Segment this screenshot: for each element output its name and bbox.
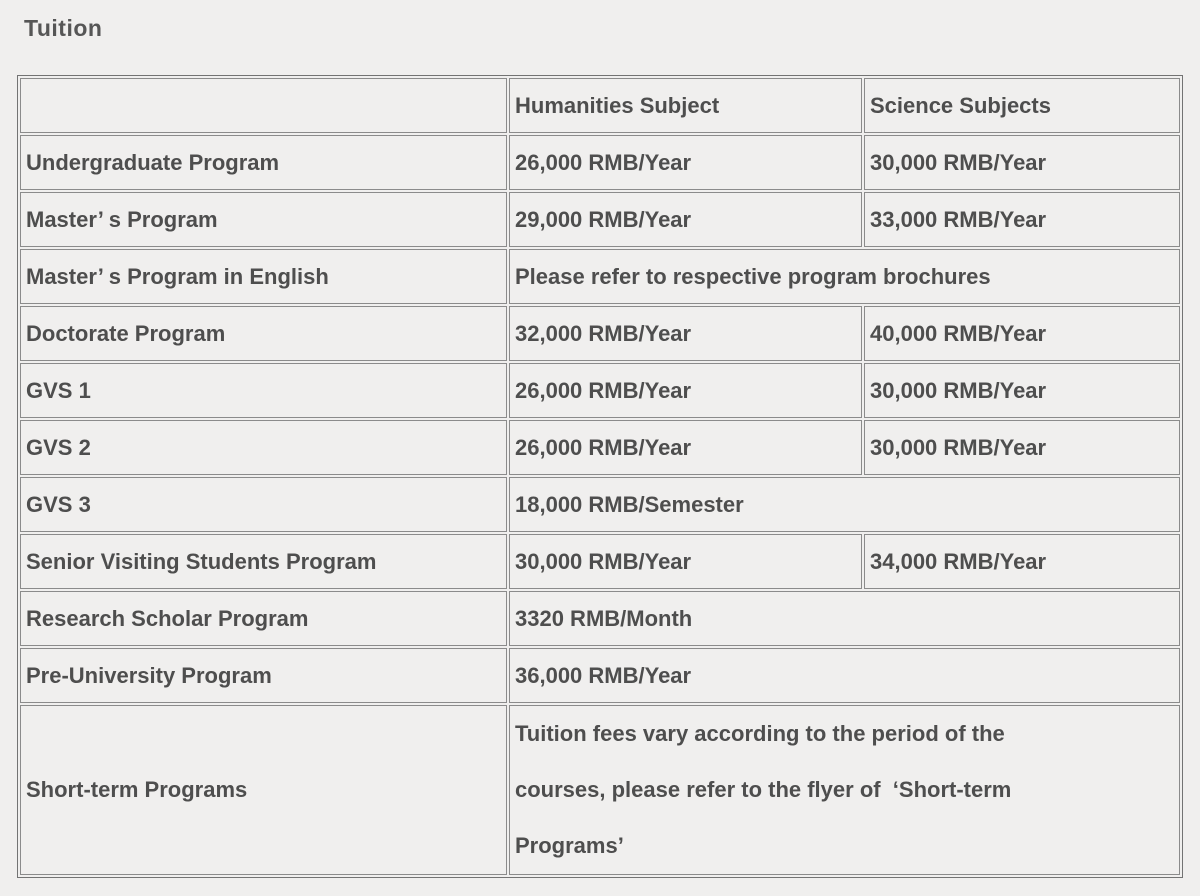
humanities-cell: 32,000 RMB/Year <box>509 306 862 361</box>
table-row <box>20 135 1180 190</box>
humanities-cell: 30,000 RMB/Year <box>509 534 862 589</box>
program-cell: Senior Visiting Students Program <box>20 534 507 589</box>
program-cell: GVS 1 <box>20 363 507 418</box>
science-cell: 30,000 RMB/Year <box>864 420 1180 475</box>
program-cell: Short-term Programs <box>20 705 507 875</box>
merged-text-line: Tuition fees vary according to the period of the <box>515 721 1005 746</box>
science-cell: 33,000 RMB/Year <box>864 192 1180 247</box>
program-cell: GVS 2 <box>20 420 507 475</box>
column-header-humanities: Humanities Subject <box>509 78 862 133</box>
page-title: Tuition <box>24 15 103 41</box>
merged-value-cell <box>509 705 1180 875</box>
science-cell: 40,000 RMB/Year <box>864 306 1180 361</box>
program-cell: GVS 3 <box>20 477 507 532</box>
table-row <box>20 420 1180 475</box>
header-row <box>20 78 1180 133</box>
table-row <box>20 249 1180 304</box>
table-row <box>20 477 1180 532</box>
table-row <box>20 363 1180 418</box>
table-row <box>20 192 1180 247</box>
merged-text-line: courses, please refer to the flyer of ‘Short-term <box>515 777 1012 802</box>
humanities-cell: 29,000 RMB/Year <box>509 192 862 247</box>
column-header-science: Science Subjects <box>864 78 1180 133</box>
column-header-blank <box>20 78 507 133</box>
program-cell: Master’ s Program in English <box>20 249 507 304</box>
merged-value-cell: 36,000 RMB/Year <box>509 648 1180 703</box>
table-row <box>20 306 1180 361</box>
merged-value-cell: 3320 RMB/Month <box>509 591 1180 646</box>
humanities-cell: 26,000 RMB/Year <box>509 420 862 475</box>
table-row <box>20 648 1180 703</box>
merged-text-line: Programs’ <box>515 833 624 858</box>
table-row <box>20 591 1180 646</box>
program-cell: Pre-University Program <box>20 648 507 703</box>
merged-value-cell: 18,000 RMB/Semester <box>509 477 1180 532</box>
science-cell: 30,000 RMB/Year <box>864 363 1180 418</box>
merged-value-cell: Please refer to respective program brochures <box>509 249 1180 304</box>
humanities-cell: 26,000 RMB/Year <box>509 135 862 190</box>
science-cell: 30,000 RMB/Year <box>864 135 1180 190</box>
table-row <box>20 705 1180 875</box>
program-cell: Master’ s Program <box>20 192 507 247</box>
table-row <box>20 534 1180 589</box>
tuition-table <box>17 75 1183 878</box>
program-cell: Undergraduate Program <box>20 135 507 190</box>
program-cell: Doctorate Program <box>20 306 507 361</box>
humanities-cell: 26,000 RMB/Year <box>509 363 862 418</box>
program-cell: Research Scholar Program <box>20 591 507 646</box>
science-cell: 34,000 RMB/Year <box>864 534 1180 589</box>
